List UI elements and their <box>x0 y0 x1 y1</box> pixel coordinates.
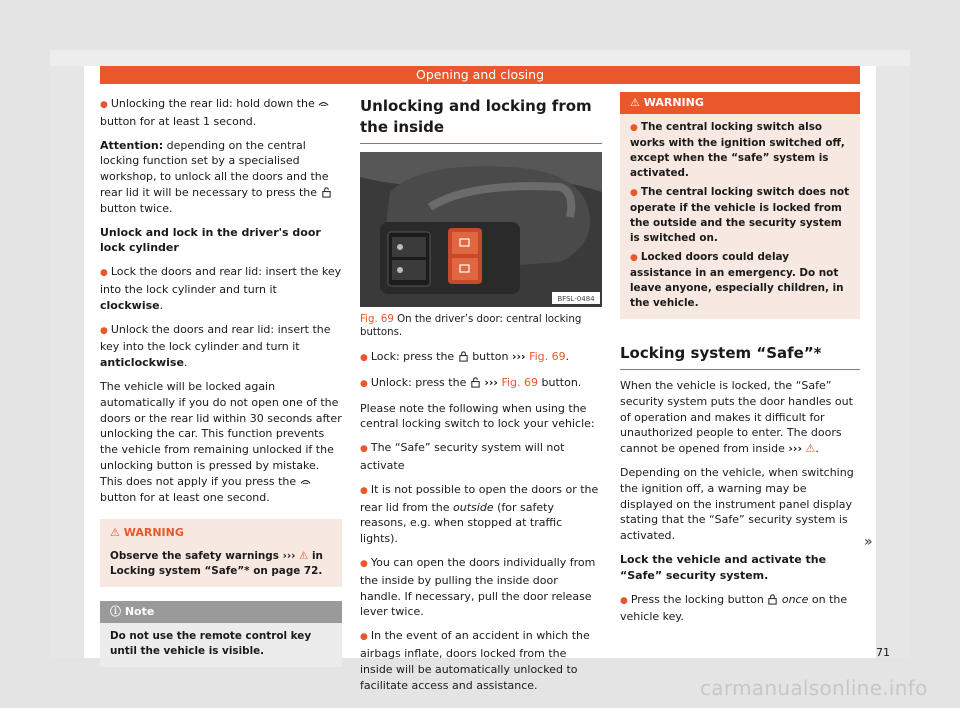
rear-lid-icon <box>300 476 311 487</box>
bullet-icon: ● <box>360 632 368 643</box>
watermark: carmanualsonline.info <box>700 676 928 700</box>
bullet-icon: ● <box>620 595 628 606</box>
warning-icon: ⚠ <box>110 526 120 540</box>
warning-item: ● Locked doors could delay assistance in an emergency. Do not leave anyone, especially children, in the vehicle. <box>630 251 844 309</box>
warning-text <box>620 114 860 319</box>
column-3 <box>620 92 860 633</box>
bullet-icon: ● <box>360 558 368 569</box>
lock-icon <box>458 351 469 362</box>
paragraph-attention: Attention: depending on the central locking function set by a specialised workshop, to unlock all the doors and the rear lid it will be necessary to press the button twice. <box>100 138 342 217</box>
warning-icon: ⚠ <box>805 442 816 456</box>
rear-lid-icon <box>318 98 329 109</box>
unlock-icon <box>321 187 332 198</box>
bullet-icon: ● <box>100 100 108 110</box>
section-heading: Locking system “Safe”* <box>620 343 860 370</box>
paragraph-press-lock: ● Press the locking button once on the vehicle key. <box>620 592 848 624</box>
warning-text: Observe the safety warnings ››› ⚠ in Locking system “Safe”* on page 72. <box>110 550 323 578</box>
paragraph-relock: The vehicle will be locked again automatically if you do not open one of the doors or the rear lid within 30 seconds after unlocking the car. This function prevents the vehicle from remaining unlocked if the unlocking button is pressed by mistake. This does not apply if you press the button for at least one second. <box>100 379 342 504</box>
paragraph-lock-cylinder: ● Lock the doors and rear lid: insert the key into the lock cylinder and turn it clockwise. <box>100 265 342 312</box>
bullet-icon: ● <box>360 485 368 496</box>
header-band <box>50 50 910 66</box>
lock-icon <box>767 594 778 605</box>
bullet-icon: ● <box>630 253 638 263</box>
bullet-icon: ● <box>630 123 638 133</box>
paragraph-unlock-press: ● Unlock: press the ››› Fig. 69 button. <box>360 375 582 389</box>
warning-item: ● The central locking switch does not operate if the vehicle is locked from the outside and the security system is switched on. <box>630 186 850 244</box>
bullet-icon: ● <box>360 378 368 389</box>
paragraph-rear-lid: ● Unlocking the rear lid: hold down the button for at least 1 second. <box>100 96 342 130</box>
list-item: ● The “Safe” security system will not activate <box>360 441 565 472</box>
bullet-icon: ● <box>100 268 108 279</box>
continued-mark: » <box>864 534 873 550</box>
warning-icon: ⚠ <box>630 96 640 109</box>
page-margin-left <box>50 50 84 658</box>
column-2 <box>360 96 602 701</box>
paragraph-safe-1: When the vehicle is locked, the “Safe” security system puts the door handles out of operation and makes it difficult for unauthorized people to enter. The doors cannot be opened from inside ››› ⚠. <box>620 379 853 456</box>
note-text: Do not use the remote control key until the vehicle is visible. <box>110 630 312 658</box>
warning-box <box>620 92 860 319</box>
note-header: ⓘ Note <box>100 601 342 623</box>
bullet-icon: ● <box>360 353 368 363</box>
list-item: ● In the event of an accident in which the airbags inflate, doors locked from the inside will be automatically unlocked to facilitate access and assistance. <box>360 629 590 692</box>
bullet-icon: ● <box>630 188 638 198</box>
section-heading: Unlocking and locking from the inside <box>360 96 602 144</box>
central-locking-figure <box>360 152 602 307</box>
list-item: ● You can open the doors individually from the inside by pulling the inside door handle. If necessary, pull the door release lever twice. <box>360 555 596 619</box>
column-1 <box>100 96 342 667</box>
paragraph-please-note: Please note the following when using the central locking switch to lock your vehicle: <box>360 401 595 431</box>
warning-icon: ⚠ <box>299 550 309 563</box>
note-icon: ⓘ <box>110 605 121 619</box>
figure-caption: Fig. 69 On the driver’s door: central locking buttons. <box>360 314 582 338</box>
paragraph-lock-press: ● Lock: press the button ››› Fig. 69. <box>360 350 570 363</box>
page-header: Opening and closing <box>100 66 860 84</box>
warning-header: ⚠ WARNING <box>110 526 184 540</box>
unlock-icon <box>470 377 481 388</box>
subheading-activate-safe: Lock the vehicle and activate the “Safe” security system. <box>620 552 827 582</box>
page-number: 71 <box>876 646 890 659</box>
paragraph-safe-2: Depending on the vehicle, when switching the ignition off, a warning may be displayed on the instrument panel display stating that the “Safe” security system is activated. <box>620 465 854 543</box>
paragraph-unlock-cylinder: ● Unlock the doors and rear lid: insert the key into the lock cylinder and turn it anticlockwise. <box>100 322 331 370</box>
subheading-driver-door: Unlock and lock in the driver's door lock cylinder <box>100 225 321 255</box>
warning-box <box>100 519 342 587</box>
page-margin-right <box>876 50 910 658</box>
list-item: ● It is not possible to open the doors or the rear lid from the outside (for safety reasons, e.g. when stopped at traffic lights). <box>360 482 599 546</box>
note-box <box>100 601 342 667</box>
warning-item: ● The central locking switch also works with the ignition switched off, except when the “safe” system is activated. <box>630 121 845 179</box>
bullet-icon: ● <box>360 444 368 455</box>
figure-code: BFSL-0484 <box>557 295 595 303</box>
bullet-icon: ● <box>100 325 108 336</box>
warning-header: ⚠ WARNING <box>620 92 860 114</box>
